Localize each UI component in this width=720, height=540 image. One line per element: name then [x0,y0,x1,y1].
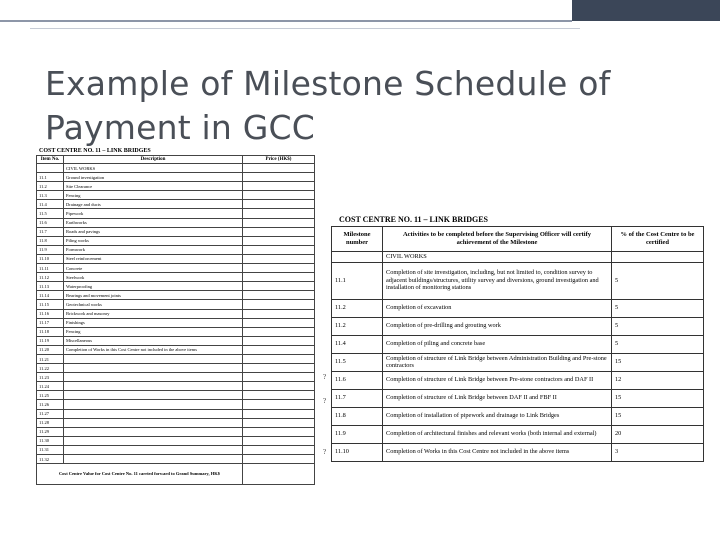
milestone-row [332,335,704,353]
left-table-total-label: Cost Centre Value for Cost Centre No. 11 carried forward to Grand Summary, HK$ [37,464,243,485]
left-item-no: 11.29 [37,427,64,436]
left-item-price [243,291,315,300]
left-item-description: Geotechnical works [64,300,243,309]
left-item-no: 11.2 [37,182,64,191]
milestone-number: 11.9 [332,425,383,443]
milestone-number: 11.2 [332,299,383,317]
left-item-no: 11.19 [37,336,64,345]
left-item-no: 11.14 [37,291,64,300]
left-item-description [64,354,243,363]
left-table-row [37,309,315,318]
left-table-row [37,318,315,327]
section-row [332,252,704,263]
left-item-no: 11.32 [37,455,64,464]
milestone-activity: Completion of piling and concrete base [383,335,612,353]
left-table-row [37,409,315,418]
left-table-row [37,336,315,345]
left-table-row [37,182,315,191]
left-table-row [37,282,315,291]
milestone-percent: 15 [612,407,704,425]
milestone-activity: Completion of structure of Link Bridge between DAF II and FBF II [383,389,612,407]
header-activities: Activities to be completed before the Supervising Officer will certify achievement of the Milestone [383,227,612,252]
left-table-total-value [243,464,315,485]
left-item-price [243,318,315,327]
left-item-price [243,209,315,218]
left-item-description: Formwork [64,245,243,254]
left-item-description: Concrete [64,264,243,273]
left-header-item-no: Item No. [37,156,64,164]
milestone-row [332,389,704,407]
milestone-row [332,425,704,443]
milestone-percent: 5 [612,335,704,353]
left-table-row [37,218,315,227]
left-table-row [37,345,315,354]
milestone-row [332,262,704,299]
section-blank-cell [332,252,383,263]
left-item-price [243,345,315,354]
milestone-row [332,443,704,461]
left-cost-centre-sheet [36,148,315,485]
left-table-row [37,264,315,273]
left-item-description: Drainage and ducts [64,200,243,209]
left-item-price [243,327,315,336]
milestone-number: 11.8 [332,407,383,425]
milestone-percent: 5 [612,299,704,317]
left-item-description [64,436,243,445]
milestone-table-header-row [332,227,704,252]
milestone-number: 11.10 [332,443,383,461]
left-table-row [37,400,315,409]
milestone-percent: 3 [612,443,704,461]
left-item-description: Ground investigation [64,173,243,182]
left-item-no: 11.21 [37,354,64,363]
left-table-caption: COST CENTRE NO. 11 – LINK BRIDGES [39,148,151,154]
left-item-description: Site Clearance [64,182,243,191]
section-blank-cell [612,252,704,263]
left-item-no: 11.28 [37,418,64,427]
milestone-activity: Completion of architectural finishes and relevant works (both internal and external) [383,425,612,443]
milestone-activity: Completion of installation of pipework and drainage to Link Bridges [383,407,612,425]
left-item-description: Earthworks [64,218,243,227]
milestone-activity: Completion of excavation [383,299,612,317]
left-item-description: Roads and pavings [64,227,243,236]
left-item-no: 11.3 [37,191,64,200]
left-item-no: 11.10 [37,254,64,263]
left-item-description: Steel reinforcement [64,254,243,263]
milestone-row [332,299,704,317]
left-item-description [64,409,243,418]
left-item-description [64,382,243,391]
left-item-price [243,455,315,464]
left-table-row [37,164,315,173]
left-item-description: Fencing [64,327,243,336]
left-item-price [243,309,315,318]
left-item-no: 11.15 [37,300,64,309]
right-milestone-sheet [331,214,704,462]
left-item-price [243,200,315,209]
left-table-row [37,173,315,182]
left-item-no: 11.26 [37,400,64,409]
milestone-number: 11.5 [332,353,383,371]
left-item-no: 11.6 [37,218,64,227]
left-table-row [37,382,315,391]
left-item-no: 11.24 [37,382,64,391]
left-item-description: Brickwork and masonry [64,309,243,318]
milestone-activity: Completion of structure of Link Bridge between Administration Building and Pre-stone contractors [383,353,612,371]
left-item-price [243,173,315,182]
header-percent: % of the Cost Centre to be certified [612,227,704,252]
left-item-price [243,445,315,454]
milestone-number: 11.7 [332,389,383,407]
left-item-no: 11.23 [37,373,64,382]
left-item-no: 11.12 [37,273,64,282]
left-header-description: Description [64,156,243,164]
left-item-description [64,418,243,427]
left-item-price [243,391,315,400]
left-header-price: Price (HK$) [243,156,315,164]
milestone-activity: Completion of site investigation, including, but not limited to, condition survey to adjacent buildings/structures, utility survey and diversions, ground investigation and installation of monitoring stations [383,262,612,299]
left-item-price [243,245,315,254]
left-item-description [64,400,243,409]
left-item-no: 11.7 [37,227,64,236]
left-item-description [64,391,243,400]
milestone-activity: Completion of Works in this Cost Centre not included in the above items [383,443,612,461]
left-table-row [37,418,315,427]
slide-top-bar [0,0,720,21]
milestone-number: 11.2 [332,317,383,335]
milestone-percent: 12 [612,371,704,389]
milestone-number: 11.1 [332,262,383,299]
left-item-price [243,409,315,418]
top-bar-thin-line [30,28,580,29]
left-item-price [243,354,315,363]
left-price-table [36,155,315,485]
margin-mark: ? [323,373,327,381]
left-item-no [37,164,64,173]
left-table-row [37,300,315,309]
milestone-percent: 5 [612,262,704,299]
left-item-no: 11.25 [37,391,64,400]
left-table-row [37,427,315,436]
left-table-row [37,354,315,363]
left-item-no: 11.22 [37,364,64,373]
left-item-price [243,182,315,191]
left-table-row [37,455,315,464]
left-item-no: 11.11 [37,264,64,273]
left-item-price [243,427,315,436]
left-item-no: 11.30 [37,436,64,445]
left-item-price [243,373,315,382]
left-item-description [64,445,243,454]
left-table-row [37,273,315,282]
margin-mark: ? [323,448,327,456]
left-item-price [243,418,315,427]
left-item-description: Finishings [64,318,243,327]
left-item-description: Pipework [64,209,243,218]
left-item-description [64,455,243,464]
left-table-row [37,445,315,454]
milestone-row [332,317,704,335]
milestone-percent: 15 [612,353,704,371]
milestone-number: 11.4 [332,335,383,353]
left-item-description [64,373,243,382]
left-table-row [37,327,315,336]
milestone-row [332,353,704,371]
left-item-price [243,282,315,291]
left-table-row [37,227,315,236]
left-item-no: 11.18 [37,327,64,336]
left-item-price [243,382,315,391]
header-milestone-number: Milestone number [332,227,383,252]
left-table-row [37,200,315,209]
milestone-number: 11.6 [332,371,383,389]
left-item-no: 11.16 [37,309,64,318]
left-item-price [243,191,315,200]
left-table-row [37,291,315,300]
left-item-description [64,427,243,436]
left-item-no: 11.5 [37,209,64,218]
left-item-price [243,436,315,445]
left-item-price [243,264,315,273]
left-item-description: Completion of Works in this Cost Centre not included in the above items [64,345,243,354]
milestone-percent: 5 [612,317,704,335]
left-item-no: 11.27 [37,409,64,418]
left-item-description: Bearings and movement joints [64,291,243,300]
left-item-no: 11.1 [37,173,64,182]
left-item-price [243,300,315,309]
left-item-no: 11.9 [37,245,64,254]
left-table-header-row [37,156,315,164]
left-item-price [243,336,315,345]
left-item-price [243,254,315,263]
top-bar-dark-band [572,0,720,21]
left-table-row [37,191,315,200]
slide-title: Example of Milestone Schedule of Payment in GCC [45,64,611,147]
left-item-description: Miscellaneous [64,336,243,345]
left-item-no: 11.4 [37,200,64,209]
milestone-row [332,407,704,425]
milestone-table [331,226,704,462]
left-table-row [37,373,315,382]
left-item-description: Steelwork [64,273,243,282]
milestone-percent: 20 [612,425,704,443]
milestone-activity: Completion of pre-drilling and grouting work [383,317,612,335]
left-item-no: 11.20 [37,345,64,354]
left-item-description: CIVIL WORKS [64,164,243,173]
left-item-description [64,364,243,373]
margin-mark: ? [323,397,327,405]
left-item-no: 11.8 [37,236,64,245]
left-table-row [37,436,315,445]
left-table-row [37,391,315,400]
left-item-no: 11.17 [37,318,64,327]
left-item-no: 11.13 [37,282,64,291]
left-item-price [243,400,315,409]
left-table-row [37,245,315,254]
left-table-row [37,364,315,373]
left-item-description: Fencing [64,191,243,200]
milestone-row [332,371,704,389]
section-label: CIVIL WORKS [383,252,612,263]
left-item-price [243,273,315,282]
milestone-percent: 15 [612,389,704,407]
left-item-price [243,364,315,373]
left-item-no: 11.31 [37,445,64,454]
left-item-price [243,236,315,245]
left-item-description: Waterproofing [64,282,243,291]
left-item-description: Piling works [64,236,243,245]
left-item-price [243,164,315,173]
left-table-total-row [37,464,315,485]
left-table-row [37,254,315,263]
top-bar-line [0,20,572,22]
left-table-row [37,236,315,245]
milestone-activity: Completion of structure of Link Bridge between Pre-stone contractors and DAF II [383,371,612,389]
left-item-price [243,218,315,227]
right-table-caption: COST CENTRE NO. 11 – LINK BRIDGES [339,215,488,224]
left-item-price [243,227,315,236]
left-table-row [37,209,315,218]
